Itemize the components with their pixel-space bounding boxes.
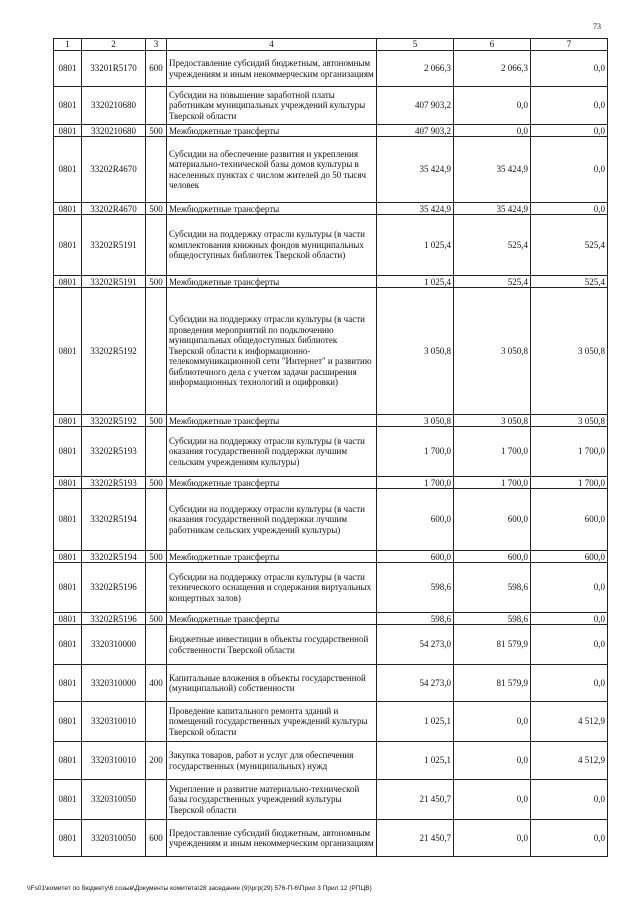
table-row bbox=[54, 203, 608, 215]
amount-col-6: 2 066,3 bbox=[454, 51, 531, 87]
table-row bbox=[54, 215, 608, 276]
target-code: 33202R5196 bbox=[82, 563, 146, 613]
amount-col-6: 0,0 bbox=[454, 87, 531, 125]
amount-col-5: 598,6 bbox=[377, 563, 454, 613]
section-code: 0801 bbox=[54, 702, 82, 742]
target-code: 33202R5192 bbox=[82, 288, 146, 415]
amount-col-6: 600,0 bbox=[454, 489, 531, 551]
file-path-footer: \\Fs01\комитет по бюджету\6 созыв\Документы комитета\28 заседание (9)\ргр(29) 576-П-6\Прил 3 Прил 12 (РПЦВ) bbox=[27, 885, 372, 892]
expense-type-code bbox=[146, 87, 167, 125]
amount-col-6: 0,0 bbox=[454, 742, 531, 780]
amount-col-7: 3 050,8 bbox=[531, 288, 608, 415]
amount-col-6: 0,0 bbox=[454, 702, 531, 742]
amount-col-7: 0,0 bbox=[531, 125, 608, 137]
item-description: Субсидии на обеспечение развития и укрепления материально-технической базы домов культуры в населенных пунктах с числом жителей до 50 тысяч человек bbox=[167, 137, 377, 203]
expense-type-code bbox=[146, 288, 167, 415]
amount-col-6: 525,4 bbox=[454, 215, 531, 276]
amount-col-5: 1 700,0 bbox=[377, 477, 454, 489]
table-row bbox=[54, 87, 608, 125]
amount-col-5: 407 903,2 bbox=[377, 125, 454, 137]
table-row bbox=[54, 625, 608, 665]
expense-type-code: 600 bbox=[146, 820, 167, 857]
target-code: 33202R5194 bbox=[82, 489, 146, 551]
section-code: 0801 bbox=[54, 780, 82, 820]
section-code: 0801 bbox=[54, 276, 82, 288]
target-code: 3320310050 bbox=[82, 780, 146, 820]
section-code: 0801 bbox=[54, 625, 82, 665]
item-description: Межбюджетные трансферты bbox=[167, 276, 377, 288]
expense-type-code: 500 bbox=[146, 203, 167, 215]
column-number: 3 bbox=[146, 39, 167, 51]
section-code: 0801 bbox=[54, 489, 82, 551]
table-row bbox=[54, 288, 608, 415]
amount-col-6: 81 579,9 bbox=[454, 665, 531, 702]
amount-col-6: 35 424,9 bbox=[454, 137, 531, 203]
expense-type-code: 500 bbox=[146, 276, 167, 288]
amount-col-5: 1 025,1 bbox=[377, 702, 454, 742]
item-description: Субсидии на поддержку отрасли культуры (в части технического оснащения и содержания виртуальных концертных залов) bbox=[167, 563, 377, 613]
section-code: 0801 bbox=[54, 742, 82, 780]
amount-col-7: 1 700,0 bbox=[531, 427, 608, 477]
amount-col-7: 0,0 bbox=[531, 665, 608, 702]
amount-col-6: 35 424,9 bbox=[454, 203, 531, 215]
item-description: Межбюджетные трансферты bbox=[167, 551, 377, 563]
amount-col-7: 0,0 bbox=[531, 87, 608, 125]
section-code: 0801 bbox=[54, 203, 82, 215]
amount-col-6: 81 579,9 bbox=[454, 625, 531, 665]
column-number: 6 bbox=[454, 39, 531, 51]
amount-col-5: 3 050,8 bbox=[377, 288, 454, 415]
expense-type-code bbox=[146, 780, 167, 820]
item-description: Предоставление субсидий бюджетным, автономным учреждениям и иным некоммерческим организациям bbox=[167, 820, 377, 857]
target-code: 33202R4670 bbox=[82, 137, 146, 203]
amount-col-5: 54 273,0 bbox=[377, 665, 454, 702]
item-description: Межбюджетные трансферты bbox=[167, 415, 377, 427]
table-row bbox=[54, 613, 608, 625]
column-number: 5 bbox=[377, 39, 454, 51]
expense-type-code bbox=[146, 137, 167, 203]
section-code: 0801 bbox=[54, 820, 82, 857]
section-code: 0801 bbox=[54, 665, 82, 702]
item-description: Проведение капитального ремонта зданий и помещений государственных учреждений культуры Тверской области bbox=[167, 702, 377, 742]
amount-col-5: 35 424,9 bbox=[377, 203, 454, 215]
amount-col-6: 3 050,8 bbox=[454, 288, 531, 415]
target-code: 33202R5191 bbox=[82, 215, 146, 276]
section-code: 0801 bbox=[54, 551, 82, 563]
amount-col-6: 0,0 bbox=[454, 820, 531, 857]
table-row bbox=[54, 489, 608, 551]
expense-type-code bbox=[146, 702, 167, 742]
amount-col-5: 54 273,0 bbox=[377, 625, 454, 665]
target-code: 33202R4670 bbox=[82, 203, 146, 215]
item-description: Межбюджетные трансферты bbox=[167, 613, 377, 625]
amount-col-7: 4 512,9 bbox=[531, 702, 608, 742]
amount-col-6: 3 050,8 bbox=[454, 415, 531, 427]
table-row bbox=[54, 51, 608, 87]
item-description: Субсидии на поддержку отрасли культуры (в части оказания государственной поддержки лучшим работникам сельских учреждений культуры) bbox=[167, 489, 377, 551]
amount-col-6: 525,4 bbox=[454, 276, 531, 288]
section-code: 0801 bbox=[54, 563, 82, 613]
amount-col-5: 21 450,7 bbox=[377, 780, 454, 820]
item-description: Капитальные вложения в объекты государственной (муниципальной) собственности bbox=[167, 665, 377, 702]
item-description: Бюджетные инвестиции в объекты государственной собственности Тверской области bbox=[167, 625, 377, 665]
amount-col-7: 0,0 bbox=[531, 625, 608, 665]
amount-col-5: 35 424,9 bbox=[377, 137, 454, 203]
expense-type-code: 200 bbox=[146, 742, 167, 780]
target-code: 33201R5170 bbox=[82, 51, 146, 87]
table-row bbox=[54, 742, 608, 780]
amount-col-7: 600,0 bbox=[531, 551, 608, 563]
amount-col-7: 1 700,0 bbox=[531, 477, 608, 489]
amount-col-7: 0,0 bbox=[531, 780, 608, 820]
table-row bbox=[54, 551, 608, 563]
target-code: 33202R5194 bbox=[82, 551, 146, 563]
table-row bbox=[54, 415, 608, 427]
amount-col-5: 1 025,4 bbox=[377, 215, 454, 276]
target-code: 33202R5193 bbox=[82, 477, 146, 489]
table-row bbox=[54, 137, 608, 203]
amount-col-6: 598,6 bbox=[454, 613, 531, 625]
section-code: 0801 bbox=[54, 288, 82, 415]
amount-col-5: 3 050,8 bbox=[377, 415, 454, 427]
amount-col-6: 1 700,0 bbox=[454, 477, 531, 489]
section-code: 0801 bbox=[54, 87, 82, 125]
item-description: Межбюджетные трансферты bbox=[167, 477, 377, 489]
table-row bbox=[54, 780, 608, 820]
section-code: 0801 bbox=[54, 415, 82, 427]
table-row bbox=[54, 427, 608, 477]
column-number: 7 bbox=[531, 39, 608, 51]
amount-col-7: 0,0 bbox=[531, 203, 608, 215]
amount-col-7: 3 050,8 bbox=[531, 415, 608, 427]
amount-col-7: 0,0 bbox=[531, 563, 608, 613]
expense-type-code: 600 bbox=[146, 51, 167, 87]
table-row bbox=[54, 563, 608, 613]
section-code: 0801 bbox=[54, 125, 82, 137]
amount-col-5: 407 903,2 bbox=[377, 87, 454, 125]
expense-type-code: 500 bbox=[146, 613, 167, 625]
column-number-row bbox=[54, 39, 608, 51]
amount-col-5: 1 700,0 bbox=[377, 427, 454, 477]
amount-col-5: 21 450,7 bbox=[377, 820, 454, 857]
amount-col-6: 0,0 bbox=[454, 125, 531, 137]
table-row bbox=[54, 820, 608, 857]
amount-col-6: 600,0 bbox=[454, 551, 531, 563]
target-code: 3320310010 bbox=[82, 702, 146, 742]
amount-col-6: 0,0 bbox=[454, 780, 531, 820]
expense-type-code: 500 bbox=[146, 551, 167, 563]
section-code: 0801 bbox=[54, 477, 82, 489]
amount-col-5: 598,6 bbox=[377, 613, 454, 625]
expense-type-code: 500 bbox=[146, 125, 167, 137]
table-body bbox=[54, 51, 608, 857]
table-row bbox=[54, 702, 608, 742]
target-code: 3320210680 bbox=[82, 125, 146, 137]
item-description: Межбюджетные трансферты bbox=[167, 125, 377, 137]
amount-col-5: 600,0 bbox=[377, 551, 454, 563]
table-row bbox=[54, 477, 608, 489]
expense-type-code: 500 bbox=[146, 477, 167, 489]
target-code: 3320310000 bbox=[82, 665, 146, 702]
item-description: Субсидии на поддержку отрасли культуры (в части комплектования книжных фондов муниципальных общедоступных библиотек Тверской области) bbox=[167, 215, 377, 276]
column-number: 1 bbox=[54, 39, 82, 51]
amount-col-5: 600,0 bbox=[377, 489, 454, 551]
column-number: 4 bbox=[167, 39, 377, 51]
expense-type-code bbox=[146, 215, 167, 276]
item-description: Закупка товаров, работ и услуг для обеспечения государственных (муниципальных) нужд bbox=[167, 742, 377, 780]
amount-col-7: 0,0 bbox=[531, 820, 608, 857]
table-row bbox=[54, 665, 608, 702]
item-description: Предоставление субсидий бюджетным, автономным учреждениям и иным некоммерческим организациям bbox=[167, 51, 377, 87]
target-code: 3320210680 bbox=[82, 87, 146, 125]
item-description: Субсидии на поддержку отрасли культуры (в части проведения мероприятий по подключению муниципальных общедоступных библиотек Тверской области к информационно-телекоммуникационной сети "Интернет" и развитию библиотечного дела с учетом задачи расширения информационных технологий и оцифровки) bbox=[167, 288, 377, 415]
budget-table bbox=[53, 38, 608, 857]
section-code: 0801 bbox=[54, 613, 82, 625]
expense-type-code bbox=[146, 563, 167, 613]
table-row bbox=[54, 125, 608, 137]
section-code: 0801 bbox=[54, 215, 82, 276]
section-code: 0801 bbox=[54, 137, 82, 203]
amount-col-5: 1 025,1 bbox=[377, 742, 454, 780]
section-code: 0801 bbox=[54, 51, 82, 87]
amount-col-6: 598,6 bbox=[454, 563, 531, 613]
page-number: 73 bbox=[593, 22, 601, 31]
item-description: Субсидии на повышение заработной платы работникам муниципальных учреждений культуры Тверской области bbox=[167, 87, 377, 125]
amount-col-7: 0,0 bbox=[531, 137, 608, 203]
table-row bbox=[54, 276, 608, 288]
amount-col-7: 600,0 bbox=[531, 489, 608, 551]
target-code: 3320310000 bbox=[82, 625, 146, 665]
item-description: Субсидии на поддержку отрасли культуры (в части оказания государственной поддержки лучшим сельским учреждениям культуры) bbox=[167, 427, 377, 477]
target-code: 3320310050 bbox=[82, 820, 146, 857]
amount-col-7: 0,0 bbox=[531, 613, 608, 625]
expense-type-code: 400 bbox=[146, 665, 167, 702]
expense-type-code bbox=[146, 625, 167, 665]
target-code: 33202R5196 bbox=[82, 613, 146, 625]
item-description: Укрепление и развитие материально-технической базы государственных учреждений культуры Тверской области bbox=[167, 780, 377, 820]
target-code: 33202R5193 bbox=[82, 427, 146, 477]
amount-col-7: 525,4 bbox=[531, 276, 608, 288]
section-code: 0801 bbox=[54, 427, 82, 477]
amount-col-7: 0,0 bbox=[531, 51, 608, 87]
column-number: 2 bbox=[82, 39, 146, 51]
expense-type-code bbox=[146, 489, 167, 551]
amount-col-7: 525,4 bbox=[531, 215, 608, 276]
amount-col-6: 1 700,0 bbox=[454, 427, 531, 477]
expense-type-code bbox=[146, 427, 167, 477]
target-code: 33202R5192 bbox=[82, 415, 146, 427]
amount-col-7: 4 512,9 bbox=[531, 742, 608, 780]
expense-type-code: 500 bbox=[146, 415, 167, 427]
amount-col-5: 2 066,3 bbox=[377, 51, 454, 87]
target-code: 3320310010 bbox=[82, 742, 146, 780]
item-description: Межбюджетные трансферты bbox=[167, 203, 377, 215]
amount-col-5: 1 025,4 bbox=[377, 276, 454, 288]
target-code: 33202R5191 bbox=[82, 276, 146, 288]
